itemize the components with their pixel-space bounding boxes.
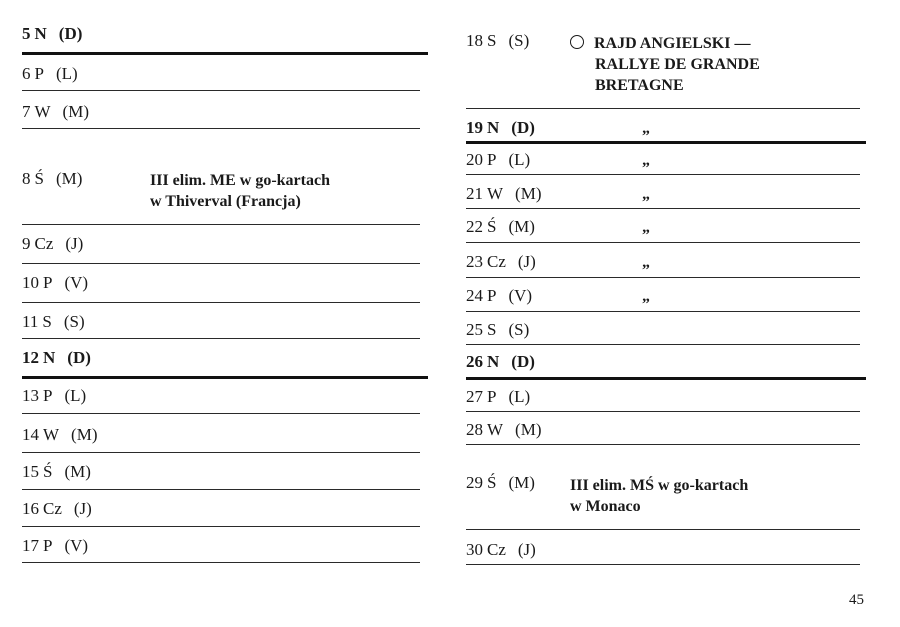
day-number: 25 [466,320,483,339]
row-rule [22,263,420,264]
weekday-code: (S) [508,31,530,50]
weekday-code: (L) [55,64,78,83]
event-line: w Thiverval (Francja) [150,193,301,210]
day-entry [466,387,530,407]
day-entry [466,320,529,340]
row-rule [466,277,860,278]
row-rule [466,411,860,412]
day-number: 21 [466,184,483,203]
weekday-letter: Cz [34,234,54,253]
section-rule-thick [22,52,428,55]
row-rule [466,564,860,565]
day-entry [466,352,535,372]
weekday-letter: S [487,320,497,339]
weekday-code: (M) [508,217,535,236]
day-number: 14 [22,425,39,444]
weekday-code: (M) [55,169,83,188]
ditto-mark: „ [642,288,650,305]
event-note [570,33,760,96]
row-rule [22,562,420,563]
weekday-letter: N [34,24,47,43]
day-entry [22,273,88,293]
day-number: 29 [466,473,483,492]
event-line: III elim. MŚ w go-kartach [570,477,749,494]
row-rule [22,90,420,91]
row-rule [22,128,420,129]
weekday-code: (D) [58,24,83,43]
day-entry [22,348,91,368]
event-note [150,170,330,212]
weekday-letter: S [487,31,497,50]
ditto-mark: „ [642,186,650,203]
day-number: 24 [466,286,483,305]
day-number: 28 [466,420,483,439]
weekday-code: (M) [515,420,542,439]
row-rule [466,174,860,175]
ditto-mark: „ [642,152,650,169]
section-rule-thick [466,377,866,380]
weekday-letter: P [487,286,497,305]
weekday-letter: P [43,386,53,405]
row-rule [466,242,860,243]
weekday-code: (L) [508,387,531,406]
weekday-letter: N [487,352,500,371]
day-entry [22,312,85,332]
day-number: 17 [22,536,39,555]
weekday-code: (L) [508,150,531,169]
weekday-letter: W [487,184,504,203]
day-entry [22,64,78,84]
row-rule [22,413,420,414]
day-entry [466,252,536,272]
row-rule [22,452,420,453]
weekday-letter: Ś [43,462,53,481]
event-line: III elim. ME w go-kartach [150,172,330,189]
day-number: 11 [22,312,39,331]
weekday-code: (D) [511,352,535,371]
day-entry [466,473,535,493]
row-rule [466,311,860,312]
weekday-code: (M) [71,425,98,444]
day-entry [466,286,532,306]
day-number: 7 [22,102,31,121]
weekday-letter: P [487,150,497,169]
day-number: 5 [22,24,31,43]
day-number: 12 [22,348,39,367]
day-number: 13 [22,386,39,405]
row-rule [466,108,860,109]
circle-icon [570,35,584,49]
weekday-letter: P [43,273,53,292]
weekday-code: (L) [64,386,87,405]
row-rule [466,444,860,445]
section-rule-thick [22,376,428,379]
page-number: 45 [849,592,864,608]
row-rule [22,224,420,225]
weekday-letter: Cz [487,540,506,559]
day-number: 22 [466,217,483,236]
weekday-code: (M) [508,473,535,492]
day-entry [22,234,83,254]
day-entry [22,536,88,556]
day-number: 19 [466,118,483,137]
event-line: w Monaco [570,498,641,515]
weekday-letter: Cz [43,499,62,518]
row-rule [466,208,860,209]
weekday-code: (M) [62,102,89,121]
weekday-code: (D) [511,118,535,137]
weekday-letter: Ś [34,169,44,188]
row-rule [466,344,860,345]
day-entry [22,425,98,445]
row-rule [22,526,420,527]
weekday-letter: W [43,425,60,444]
row-rule [22,489,420,490]
event-note [570,475,748,517]
day-number: 8 [22,169,31,188]
weekday-code: (S) [508,320,530,339]
weekday-letter: Ś [487,473,497,492]
event-line: BRETAGNE [595,77,684,94]
day-entry [466,31,529,51]
weekday-letter: N [43,348,56,367]
day-number: 10 [22,273,39,292]
weekday-code: (M) [64,462,91,481]
weekday-letter: Ś [487,217,497,236]
weekday-code: (J) [65,234,84,253]
weekday-letter: W [487,420,504,439]
day-number: 18 [466,31,483,50]
day-number: 6 [22,64,31,83]
weekday-letter: W [34,102,51,121]
day-entry [466,118,535,138]
day-number: 26 [466,352,483,371]
weekday-code: (D) [67,348,91,367]
event-line: RAJD ANGIELSKI — [570,33,760,54]
weekday-letter: Cz [487,252,506,271]
day-number: 15 [22,462,39,481]
weekday-letter: P [34,64,44,83]
weekday-code: (J) [517,252,536,271]
day-entry [466,540,536,560]
weekday-code: (J) [517,540,536,559]
day-entry [22,24,82,44]
weekday-code: (J) [73,499,92,518]
weekday-code: (V) [64,273,89,292]
day-number: 9 [22,234,31,253]
weekday-code: (V) [64,536,89,555]
day-entry [466,420,542,440]
weekday-letter: S [42,312,52,331]
day-number: 20 [466,150,483,169]
day-number: 27 [466,387,483,406]
weekday-letter: N [487,118,500,137]
day-entry [22,386,86,406]
weekday-letter: P [43,536,53,555]
day-entry [466,184,542,204]
day-number: 16 [22,499,39,518]
day-number: 23 [466,252,483,271]
row-rule [22,338,420,339]
weekday-code: (M) [515,184,542,203]
day-entry [466,217,535,237]
day-entry [22,102,89,122]
weekday-letter: P [487,387,497,406]
day-entry [22,169,82,189]
weekday-code: (V) [508,286,533,305]
row-rule [22,302,420,303]
ditto-mark: „ [642,120,650,137]
row-rule [466,529,860,530]
section-rule-thick [466,141,866,144]
day-number: 30 [466,540,483,559]
day-entry [22,499,92,519]
ditto-mark: „ [642,219,650,236]
ditto-mark: „ [642,254,650,271]
day-entry [22,462,91,482]
weekday-code: (S) [63,312,85,331]
event-line: RALLYE DE GRANDE [595,56,760,73]
day-entry [466,150,530,170]
